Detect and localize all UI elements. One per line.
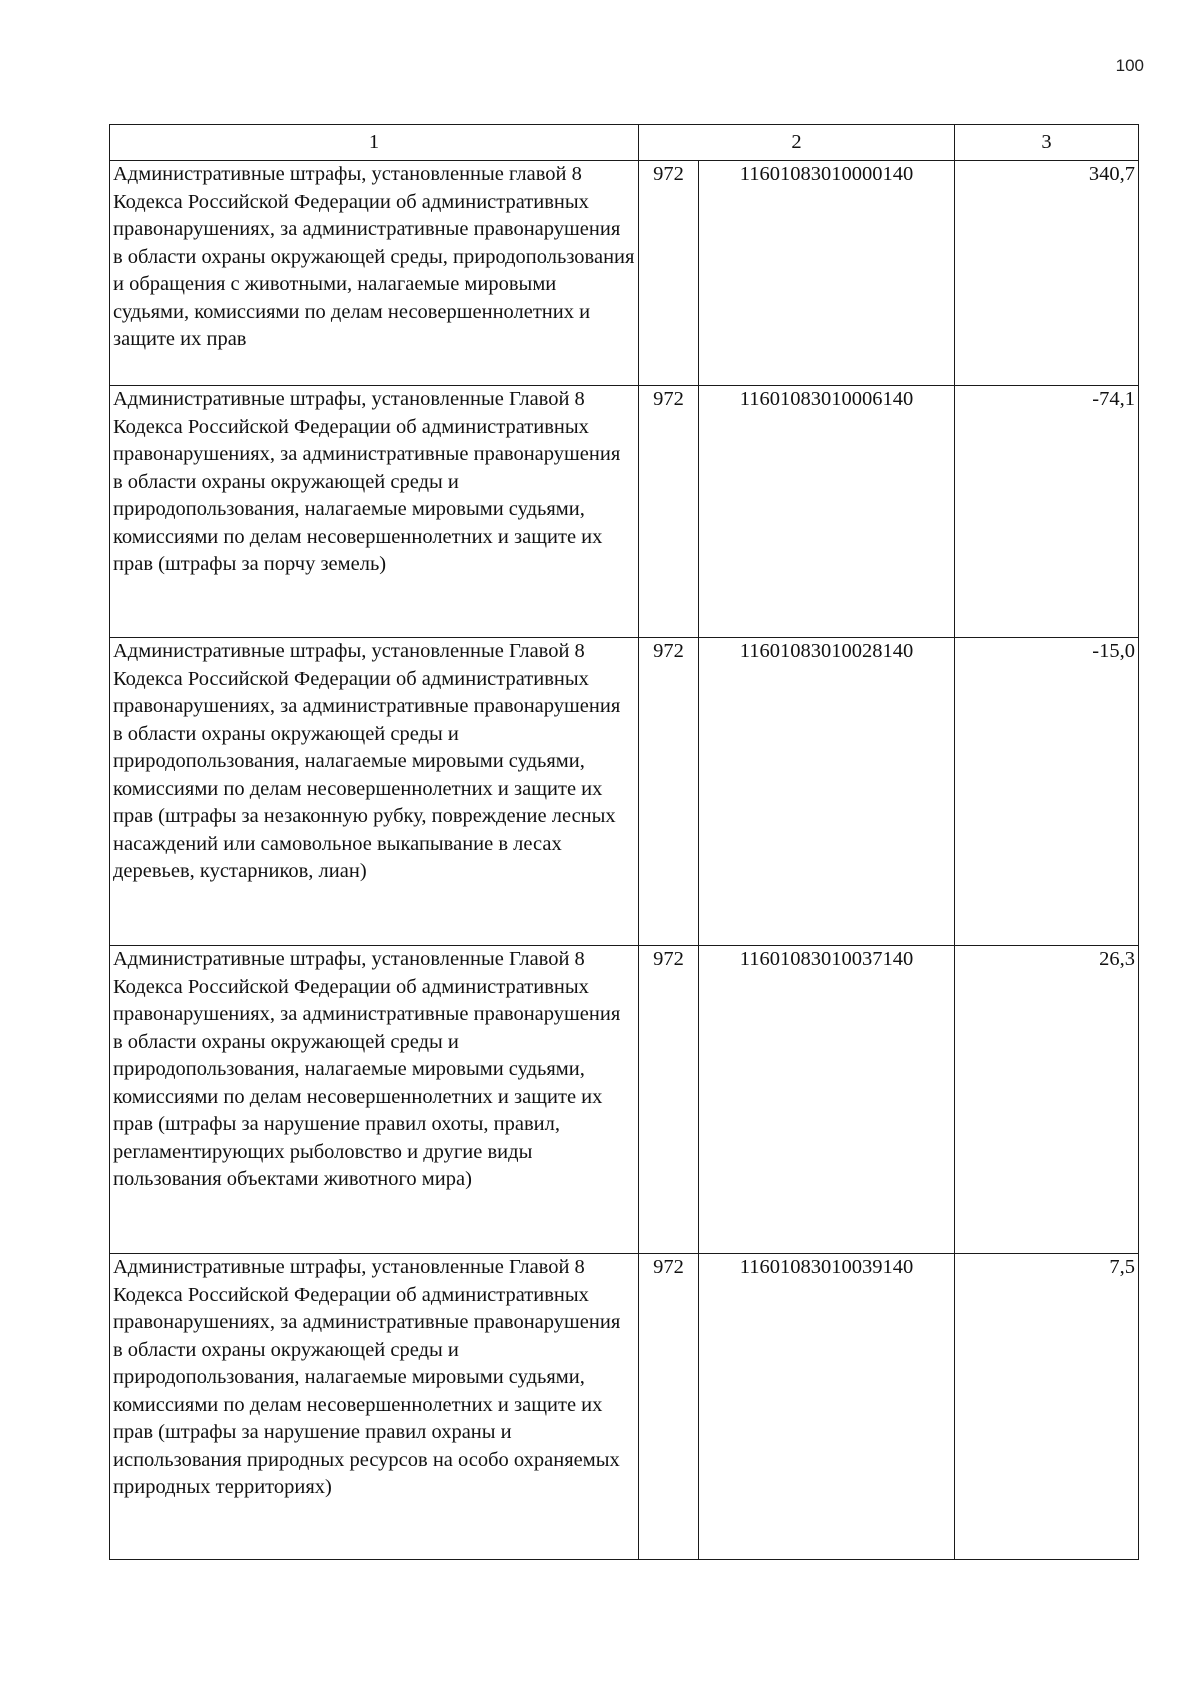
- table-body: [110, 161, 1139, 1560]
- table-header: [110, 125, 1139, 161]
- page-number: 100: [1115, 56, 1144, 75]
- row-kbk-code: 11601083010039140: [699, 1254, 955, 1560]
- row-kbk-code: 11601083010006140: [699, 386, 955, 638]
- row-description: Административные штрафы, установленные Главой 8 Кодекса Российской Федерации об административных правонарушениях, за административные правонарушения в области охраны окружающей среды и природопользования, налагаемые мировыми судьями, комиссиями по делам несовершеннолетних и защите их прав (штрафы за порчу земель): [110, 386, 639, 638]
- table-row: [110, 1254, 1139, 1560]
- row-description: Административные штрафы, установленные Главой 8 Кодекса Российской Федерации об административных правонарушениях, за административные правонарушения в области охраны окружающей среды и природопользования, налагаемые мировыми судьями, комиссиями по делам несовершеннолетних и защите их прав (штрафы за незаконную рубку, повреждение лесных насаждений или самовольное выкапывание в лесах деревьев, кустарников, лиан): [110, 638, 639, 946]
- row-admin-code: 972: [639, 638, 699, 946]
- row-amount: 7,5: [955, 1254, 1139, 1560]
- row-admin-code: 972: [639, 386, 699, 638]
- row-description: Административные штрафы, установленные Главой 8 Кодекса Российской Федерации об административных правонарушениях, за административные правонарушения в области охраны окружающей среды и природопользования, налагаемые мировыми судьями, комиссиями по делам несовершеннолетних и защите их прав (штрафы за нарушение правил охраны и использования природных ресурсов на особо охраняемых природных территориях): [110, 1254, 639, 1560]
- row-amount: 340,7: [955, 161, 1139, 386]
- header-row: [110, 125, 1139, 161]
- row-kbk-code: 11601083010037140: [699, 946, 955, 1254]
- row-amount: -15,0: [955, 638, 1139, 946]
- header-col-3: 3: [955, 125, 1139, 161]
- table-row: [110, 638, 1139, 946]
- row-admin-code: 972: [639, 1254, 699, 1560]
- row-description: Административные штрафы, установленные Главой 8 Кодекса Российской Федерации об административных правонарушениях, за административные правонарушения в области охраны окружающей среды и природопользования, налагаемые мировыми судьями, комиссиями по делам несовершеннолетних и защите их прав (штрафы за нарушение правил охоты, правил, регламентирующих рыболовство и другие виды пользования объектами животного мира): [110, 946, 639, 1254]
- table-row: [110, 946, 1139, 1254]
- row-admin-code: 972: [639, 161, 699, 386]
- table-row: [110, 386, 1139, 638]
- row-amount: -74,1: [955, 386, 1139, 638]
- row-kbk-code: 11601083010000140: [699, 161, 955, 386]
- row-description: Административные штрафы, установленные главой 8 Кодекса Российской Федерации об административных правонарушениях, за административные правонарушения в области охраны окружающей среды, природопользования и обращения с животными, налагаемые мировыми судьями, комиссиями по делам несовершеннолетних и защите их прав: [110, 161, 639, 386]
- header-col-1: 1: [110, 125, 639, 161]
- header-col-2: 2: [639, 125, 955, 161]
- row-amount: 26,3: [955, 946, 1139, 1254]
- row-kbk-code: 11601083010028140: [699, 638, 955, 946]
- table-row: [110, 161, 1139, 386]
- budget-revenue-table: [109, 124, 1139, 1560]
- row-admin-code: 972: [639, 946, 699, 1254]
